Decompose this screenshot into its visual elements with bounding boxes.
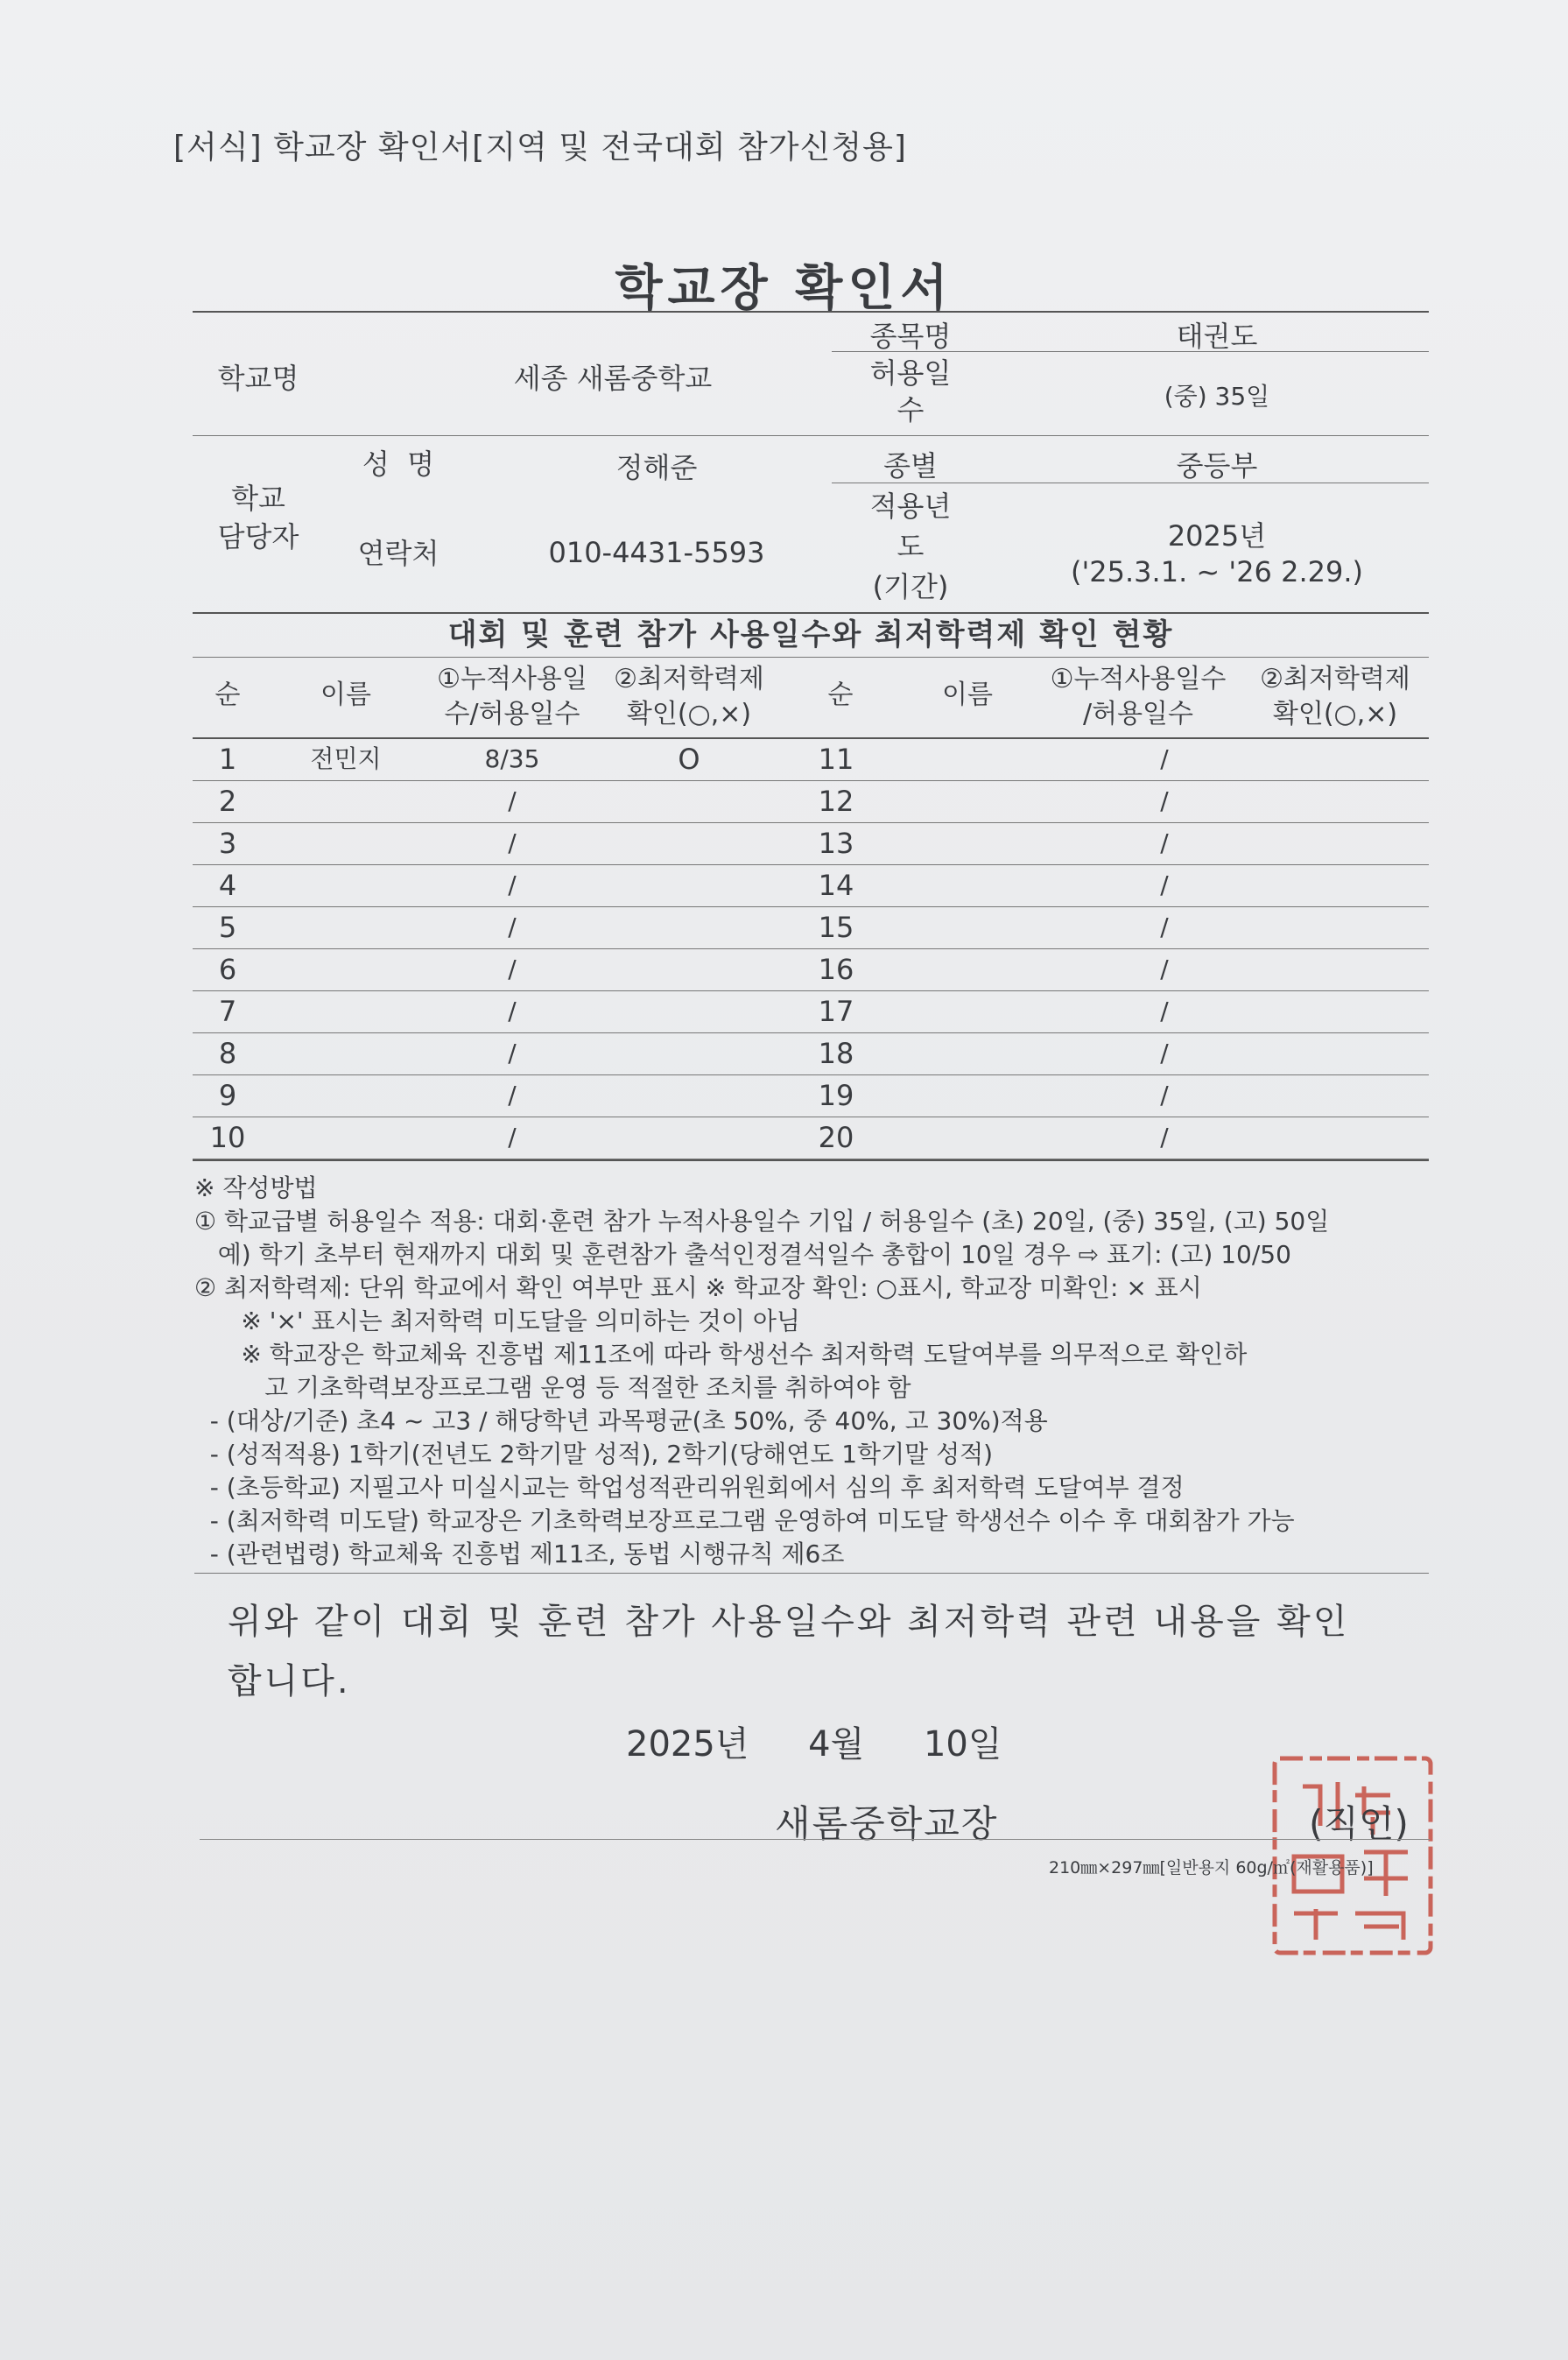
student-name (280, 907, 411, 948)
instruction-line: ※ 작성방법 (194, 1173, 318, 1202)
min-academic-check (597, 907, 781, 948)
student-name (280, 865, 411, 905)
instruction-line: 고 기초학력보장프로그램 운영 등 적절한 조치를 취하여야 함 (194, 1373, 911, 1402)
allowed-days-value: (중) 35일 (1164, 382, 1270, 411)
used-allowed-days: / (1160, 955, 1169, 983)
student-name (280, 991, 411, 1032)
student-name (902, 1075, 1033, 1116)
min-academic-check (1239, 1075, 1431, 1116)
used-allowed-days: / (508, 870, 517, 899)
row-number: 19 (818, 1079, 854, 1112)
manager-name: 정해준 (615, 451, 698, 484)
used-allowed-days: / (1160, 1081, 1169, 1110)
student-name (902, 781, 1033, 821)
sport-label: 종목명 (869, 320, 952, 353)
used-allowed-days: / (508, 1081, 517, 1110)
manager-label: 학교 담당자 (217, 482, 299, 553)
student-name (902, 1033, 1033, 1074)
header-min-left: ②최저학력제 확인(○,×) (614, 664, 764, 729)
issue-day: 10일 (923, 1724, 1002, 1765)
instruction-line: - (대상/기준) 초4 ~ 고3 / 해당학년 과목평균(초 50%, 중 40%, 고 30%)적용 (194, 1406, 1048, 1435)
min-academic-check (597, 1075, 781, 1116)
row-number: 4 (218, 869, 237, 902)
used-allowed-days: / (508, 955, 517, 983)
row-number: 15 (818, 911, 854, 944)
instruction-line: ② 최저학력제: 단위 학교에서 확인 여부만 표시 ※ 학교장 확인: ○표시, 학교장 미확인: × 표시 (194, 1273, 1202, 1302)
row-number: 2 (218, 785, 237, 818)
used-allowed-days: / (1160, 744, 1169, 773)
used-allowed-days: / (508, 1123, 517, 1152)
min-academic-check (597, 781, 781, 821)
name-label: 성 명 (362, 447, 435, 481)
student-name (280, 1117, 411, 1158)
used-allowed-days: / (1160, 870, 1169, 899)
instruction-line: - (최저학력 미도달) 학교장은 기초학력보장프로그램 운영하여 미도달 학생선수 이수 후 대회참가 가능 (194, 1506, 1295, 1535)
year-label: 적용년 도 (기간) (869, 490, 952, 603)
form-label: [서식] 학교장 확인서[지역 및 전국대회 참가신청용] (173, 130, 907, 166)
header-min-right: ②최저학력제 확인(○,×) (1260, 664, 1410, 729)
min-academic-check (1239, 949, 1431, 990)
header-name-right: 이름 (942, 680, 993, 710)
row-number: 16 (818, 953, 854, 986)
issue-date (626, 1716, 1051, 1766)
instruction-line: ① 학교급별 허용일수 적용: 대회·훈련 참가 누적사용일수 기입 / 허용일수 (초) 20일, (중) 35일, (고) 50일 (194, 1207, 1330, 1236)
confirmation-line-2: 합니다. (228, 1661, 351, 1701)
min-academic-check (1239, 739, 1431, 779)
instruction-line: ※ '×' 표시는 최저학력 미도달을 의미하는 것이 아님 (194, 1307, 800, 1335)
student-name (902, 823, 1033, 863)
header-no-left: 순 (214, 680, 241, 710)
row-number: 13 (818, 827, 854, 860)
document-title: 학교장 확인서 (615, 260, 953, 317)
student-name (902, 907, 1033, 948)
year-value: 2025년 (1167, 519, 1267, 553)
student-name (280, 1033, 411, 1074)
used-allowed-days: / (1160, 912, 1169, 941)
paper-spec: 210㎜×297㎜[일반용지 60g/㎡(재활용품)] (1049, 1858, 1374, 1877)
usage-table-title: 대회 및 훈련 참가 사용일수와 최저학력제 확인 현황 (193, 613, 1429, 658)
row-number: 1 (218, 743, 237, 776)
used-allowed-days: / (1160, 997, 1169, 1025)
row-number: 10 (209, 1121, 246, 1154)
allowed-days-label: 허용일 수 (869, 356, 952, 426)
info-table (193, 311, 1429, 614)
row-number: 20 (818, 1121, 854, 1154)
student-name (902, 991, 1033, 1032)
row-number: 7 (218, 995, 237, 1028)
row-number: 14 (818, 869, 854, 902)
instruction-line: 예) 학기 초부터 현재까지 대회 및 훈련참가 출석인정결석일수 총합이 10일 경우 ⇨ 표기: (고) 10/50 (194, 1240, 1291, 1269)
student-name (280, 781, 411, 821)
principal-title: 새롬중학교장 (775, 1802, 999, 1845)
sport-value: 태권도 (1176, 320, 1258, 353)
row-number: 6 (218, 953, 237, 986)
min-academic-check (597, 823, 781, 863)
student-name: 전민지 (310, 744, 382, 773)
min-academic-check (1239, 865, 1431, 905)
min-academic-check (1239, 1117, 1431, 1158)
header-days-left: ①누적사용일 수/허용일수 (437, 664, 587, 729)
school-name-label: 학교명 (217, 362, 299, 395)
min-academic-check: O (678, 743, 700, 776)
header-no-right: 순 (827, 680, 854, 710)
division-label: 종별 (883, 449, 938, 483)
row-number: 9 (218, 1079, 237, 1112)
min-academic-check (1239, 1033, 1431, 1074)
instruction-line: - (성적적용) 1학기(전년도 2학기말 성적), 2학기(당해연도 1학기말 성적) (194, 1440, 994, 1469)
row-number: 8 (218, 1037, 237, 1070)
min-academic-check (1239, 823, 1431, 863)
student-name (280, 823, 411, 863)
row-number: 18 (818, 1037, 854, 1070)
used-allowed-days: / (508, 912, 517, 941)
used-allowed-days: / (1160, 1123, 1169, 1152)
min-academic-check (597, 1033, 781, 1074)
contact-value: 010-4431-5593 (548, 536, 765, 569)
student-name (280, 949, 411, 990)
row-number: 11 (818, 743, 854, 776)
usage-table (193, 659, 1429, 1162)
division-value: 중등부 (1176, 449, 1258, 483)
student-name (902, 949, 1033, 990)
table-bottom-border (193, 1159, 1429, 1161)
student-name (902, 865, 1033, 905)
student-name (902, 1117, 1033, 1158)
used-allowed-days: / (1160, 786, 1169, 815)
contact-label: 연락처 (357, 537, 439, 570)
header-days-right: ①누적사용일수 /허용일수 (1050, 664, 1227, 729)
used-allowed-days: / (508, 828, 517, 857)
min-academic-check (597, 1117, 781, 1158)
min-academic-check (1239, 991, 1431, 1032)
confirmation-line-1: 위와 같이 대회 및 훈련 참가 사용일수와 최저학력 관련 내용을 확인 (228, 1602, 1350, 1642)
school-name: 세종 새롬중학교 (513, 362, 713, 395)
footer-divider (200, 1839, 1430, 1840)
notes-divider (194, 1573, 1429, 1574)
confirmation-text (228, 1592, 1349, 1711)
period-value: ('25.3.1. ~ '26 2.29.) (1071, 555, 1363, 588)
min-academic-check (1239, 781, 1431, 821)
instruction-line: - (초등학교) 지필고사 미실시교는 학업성적관리위원회에서 심의 후 최저학력 도달여부 결정 (194, 1473, 1185, 1502)
used-allowed-days: / (1160, 1039, 1169, 1067)
used-allowed-days: / (508, 1039, 517, 1067)
header-name-left: 이름 (320, 680, 371, 710)
min-academic-check (597, 949, 781, 990)
row-number: 12 (818, 785, 854, 818)
min-academic-check (1239, 907, 1431, 948)
used-allowed-days: / (508, 786, 517, 815)
min-academic-check (597, 865, 781, 905)
seal-label: (직인) (1309, 1802, 1409, 1845)
row-number: 5 (218, 911, 237, 944)
used-allowed-days: / (508, 997, 517, 1025)
row-number: 17 (818, 995, 854, 1028)
used-allowed-days: 8/35 (484, 744, 540, 773)
issue-month: 4월 (808, 1724, 865, 1765)
issue-year: 2025년 (626, 1724, 749, 1765)
student-name (902, 739, 1033, 779)
row-number: 3 (218, 827, 237, 860)
student-name (280, 1075, 411, 1116)
min-academic-check (597, 991, 781, 1032)
instruction-line: - (관련법령) 학교체육 진흥법 제11조, 동법 시행규칙 제6조 (194, 1539, 845, 1568)
used-allowed-days: / (1160, 828, 1169, 857)
instruction-line: ※ 학교장은 학교체육 진흥법 제11조에 따라 학생선수 최저학력 도달여부를 의무적으로 확인하 (194, 1340, 1248, 1369)
